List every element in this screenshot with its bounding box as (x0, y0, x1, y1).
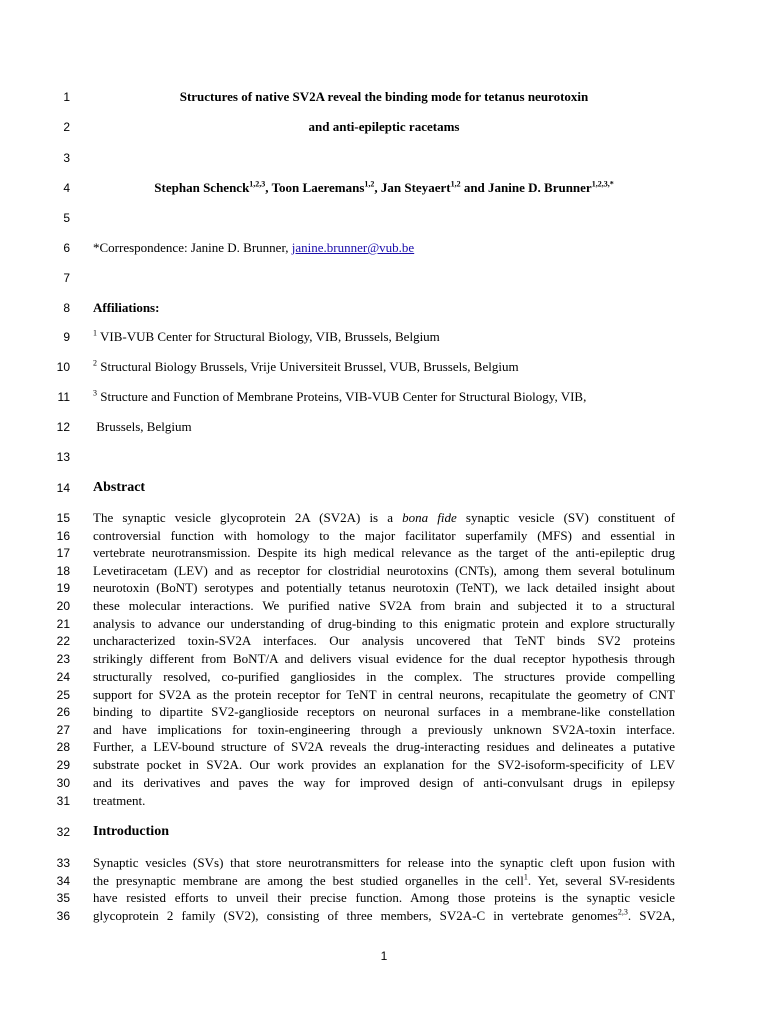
line-number: 34 (56, 874, 70, 888)
page-number: 1 (380, 949, 388, 963)
line-number: 20 (56, 599, 70, 613)
author-separator: and (460, 180, 489, 195)
abstract-line: support for SV2A as the protein receptor for TeNT in central neurons, recapitulate the geometry of CNT (93, 687, 675, 702)
affiliations-heading: Affiliations: (93, 300, 160, 315)
abstract-line: and have implications for toxin-engineering through a previously unknown SV2A-toxin interface. (93, 722, 675, 737)
line-number: 12 (56, 420, 70, 434)
abstract-line: treatment. (93, 793, 146, 808)
correspondence-email-link[interactable]: janine.brunner@vub.be (291, 240, 415, 255)
abstract-line: neurotoxin (BoNT) serotypes and potentially tetanus neurotoxin (TeNT), we lack detailed insight about (93, 580, 675, 595)
affiliation-number: 3 (93, 389, 97, 398)
line-number: 6 (63, 241, 70, 255)
author-name: Stephan Schenck (154, 180, 250, 195)
introduction-text: . SV2A, (627, 908, 675, 923)
author-name: Janine D. Brunner (488, 180, 592, 195)
abstract-line (93, 510, 675, 526)
line-number: 26 (56, 705, 70, 719)
line-number: 13 (56, 450, 70, 464)
abstract-italic-text: bona fide (402, 510, 457, 525)
citation-marker: 2,3 (617, 908, 628, 917)
line-number: 23 (56, 652, 70, 666)
introduction-line: Synaptic vesicles (SVs) that store neurotransmitters for release into the synaptic cleft upon fusion with (93, 855, 675, 870)
line-number: 11 (57, 390, 70, 404)
abstract-line: structurally resolved, co-purified gangliosides in the complex. The structures provide compelling (93, 669, 675, 684)
abstract-line: strikingly different from BoNT/A and delivers visual evidence for the dual receptor hypothesis through (93, 651, 675, 666)
abstract-line: Further, a LEV-bound structure of SV2A reveals the drug-interacting residues and delineates a putative (93, 739, 675, 754)
line-number: 14 (56, 481, 70, 495)
abstract-line: controversial function with homology to the major facilitator superfamily (MFS) and essential in (93, 528, 675, 543)
author-affiliation-marks: 1,2,3,* (591, 180, 614, 189)
abstract-line: Levetiracetam (LEV) and as receptor for clostridial neurotoxins (CNTs), among them several botulinum (93, 563, 675, 578)
affiliation-item (93, 329, 675, 345)
introduction-line (93, 908, 675, 924)
paper-title-line-2: and anti-epileptic racetams (308, 119, 460, 134)
abstract-line: substrate pocket in SV2A. Our work provides an explanation for the SV2-isoform-specificity of LEV (93, 757, 675, 772)
author-affiliation-marks: 1,2,3 (249, 180, 266, 189)
line-number: 32 (56, 825, 70, 839)
author-affiliation-marks: 1,2 (364, 180, 375, 189)
affiliation-text: Structure and Function of Membrane Proteins, VIB-VUB Center for Structural Biology, VIB, (97, 389, 587, 404)
introduction-line (93, 873, 675, 889)
line-number: 5 (63, 211, 70, 225)
affiliation-text: Structural Biology Brussels, Vrije Universiteit Brussel, VUB, Brussels, Belgium (97, 359, 519, 374)
line-number: 9 (63, 330, 70, 344)
introduction-line: have resisted efforts to unveil their precise function. Among those proteins is the synaptic vesicle (93, 890, 675, 905)
introduction-heading: Introduction (93, 824, 169, 839)
abstract-text: The synaptic vesicle glycoprotein 2A (SV2A) is a (93, 510, 403, 525)
introduction-text: glycoprotein 2 family (SV2), consisting of three members, SV2A-C in vertebrate genomes (93, 908, 618, 923)
line-number: 21 (56, 617, 70, 631)
introduction-text: . Yet, several SV-residents (527, 873, 675, 888)
author-list (93, 180, 675, 196)
correspondence (93, 240, 675, 256)
introduction-text: the presynaptic membrane are among the best studied organelles in the cell (93, 873, 524, 888)
affiliation-number: 2 (93, 359, 97, 368)
abstract-line: analysis to advance our understanding of drug-binding to this enigmatic protein and explore structurally (93, 616, 675, 631)
line-number: 24 (56, 670, 70, 684)
affiliation-item (93, 389, 675, 405)
line-number: 4 (63, 181, 70, 195)
correspondence-label: *Correspondence: Janine D. Brunner, (93, 240, 292, 255)
author-separator: , (374, 180, 381, 195)
author-name: Toon Laeremans (271, 180, 365, 195)
affiliation-continuation: Brussels, Belgium (93, 419, 192, 434)
line-number: 19 (56, 581, 70, 595)
line-number: 18 (56, 564, 70, 578)
paper-title-line-1: Structures of native SV2A reveal the binding mode for tetanus neurotoxin (179, 89, 589, 104)
abstract-heading: Abstract (93, 480, 146, 495)
line-number: 31 (56, 794, 70, 808)
author-separator: , (265, 180, 272, 195)
line-number: 27 (56, 723, 70, 737)
line-number: 33 (56, 856, 70, 870)
line-number: 28 (56, 740, 70, 754)
line-number: 7 (63, 271, 70, 285)
line-number: 8 (63, 301, 70, 315)
line-number: 10 (56, 360, 70, 374)
line-number: 2 (63, 120, 70, 134)
abstract-text: synaptic vesicle (SV) constituent of (456, 510, 675, 525)
line-number: 25 (56, 688, 70, 702)
affiliation-item (93, 359, 675, 375)
line-number: 35 (56, 891, 70, 905)
abstract-line: binding to dipartite SV2-ganglioside receptors on neuronal surfaces in a membrane-like constellation (93, 704, 675, 719)
abstract-line: these molecular interactions. We purified native SV2A from brain and subjected it to a structural (93, 598, 675, 613)
line-number: 30 (56, 776, 70, 790)
line-number: 17 (56, 546, 70, 560)
citation-marker: 1 (523, 873, 528, 882)
author-affiliation-marks: 1,2 (450, 180, 461, 189)
affiliation-number: 1 (93, 329, 97, 338)
line-number: 29 (56, 758, 70, 772)
line-number: 3 (63, 151, 70, 165)
affiliation-text: VIB-VUB Center for Structural Biology, VIB, Brussels, Belgium (97, 329, 440, 344)
line-number: 22 (56, 634, 70, 648)
abstract-line: uncharacterized toxin-SV2A interfaces. Our analysis uncovered that TeNT binds SV2 proteins (93, 633, 675, 648)
author-name: Jan Steyaert (380, 180, 451, 195)
abstract-line: and its derivatives and paves the way for improved design of anti-convulsant drugs in epilepsy (93, 775, 675, 790)
line-number: 1 (63, 90, 70, 104)
line-number: 15 (56, 511, 70, 525)
line-number: 16 (56, 529, 70, 543)
line-number: 36 (56, 909, 70, 923)
abstract-line: vertebrate neurotransmission. Despite its high medical relevance as the target of the anti-epileptic drug (93, 545, 675, 560)
